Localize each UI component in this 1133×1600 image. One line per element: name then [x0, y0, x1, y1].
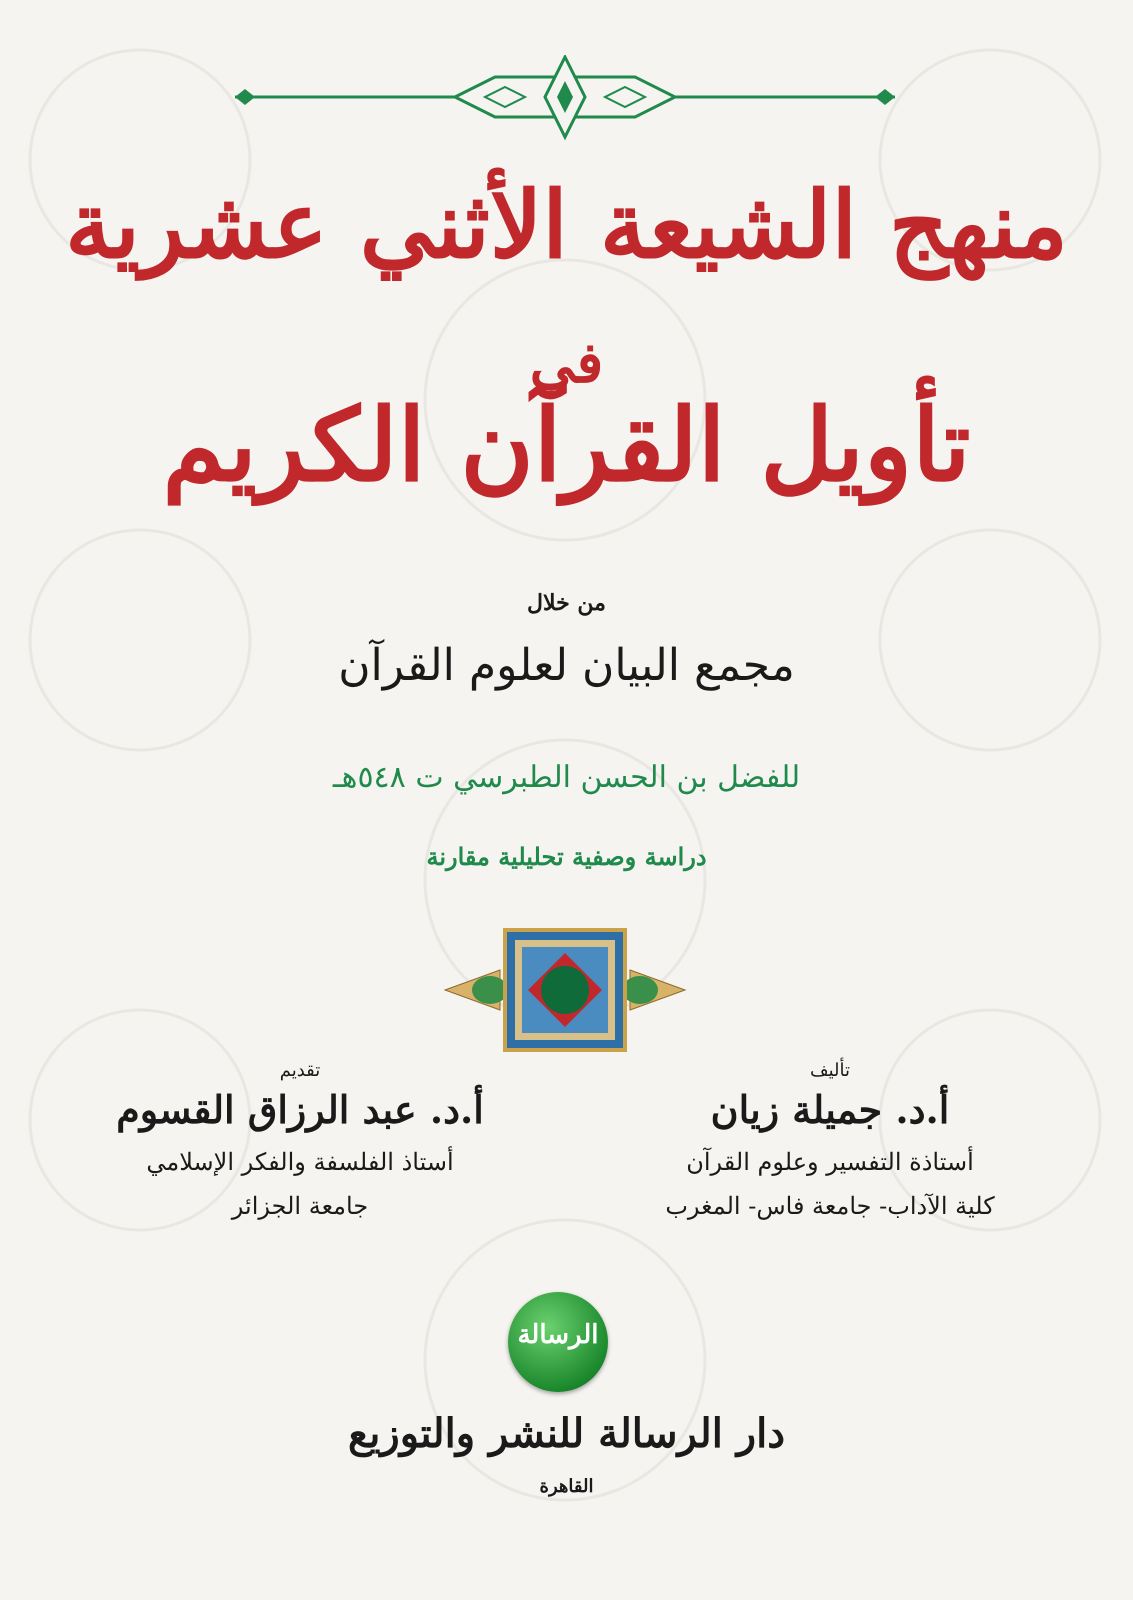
study-type: دراسة وصفية تحليلية مقارنة	[426, 842, 707, 871]
presenter-block	[70, 1060, 530, 1220]
source-book-title: مجمع البيان لعلوم القرآن	[338, 640, 795, 691]
publisher-city: القاهرة	[539, 1476, 594, 1497]
presenter-name: أ.د. عبد الرزاق القسوم	[116, 1087, 484, 1132]
title-fi: في	[529, 330, 604, 396]
author-position: أستاذة التفسير وعلوم القرآن	[686, 1148, 974, 1176]
author-block	[600, 1060, 1060, 1220]
presenter-label: تقديم	[279, 1060, 321, 1081]
author-affiliation: كلية الآداب- جامعة فاس- المغرب	[665, 1192, 995, 1220]
top-ornament	[225, 55, 905, 145]
title-line-2: تأويل القرآن الكريم	[162, 386, 971, 504]
publisher-logo-text: الرسالة	[517, 1320, 599, 1350]
publisher-logo	[508, 1292, 608, 1392]
central-medallion	[440, 925, 690, 1055]
author-label: تأليف	[809, 1060, 851, 1081]
presenter-position: أستاذ الفلسفة والفكر الإسلامي	[146, 1148, 454, 1176]
presenter-affiliation: جامعة الجزائر	[231, 1192, 369, 1220]
title-line-1: منهج الشيعة الأثني عشرية	[65, 171, 1068, 279]
publisher-name: دار الرسالة للنشر والتوزيع	[347, 1410, 786, 1457]
author-name: أ.د. جميلة زيان	[710, 1087, 950, 1132]
min-khilal: من خلال	[527, 590, 606, 616]
source-author: للفضل بن الحسن الطبرسي ت ٥٤٨هـ	[332, 760, 801, 795]
